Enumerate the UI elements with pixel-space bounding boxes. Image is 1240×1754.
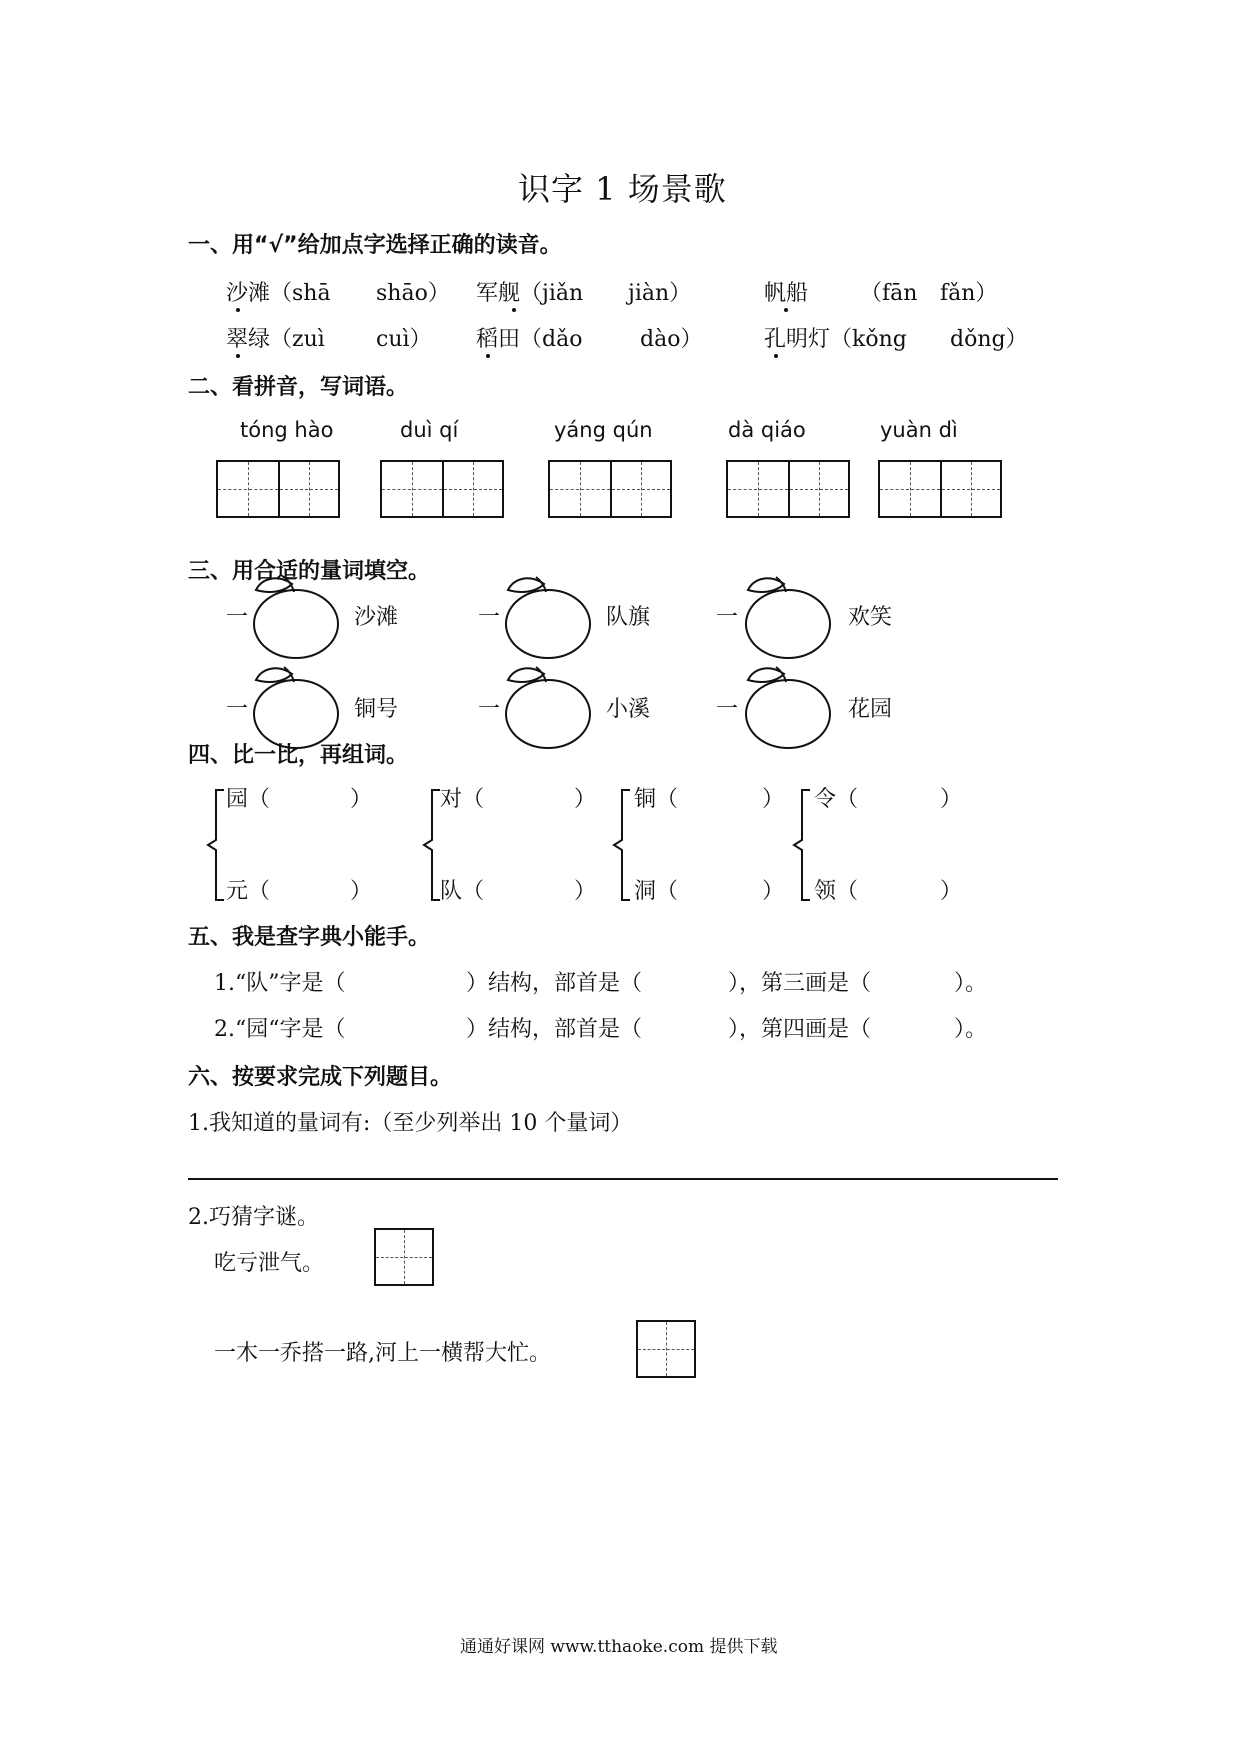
q2-part4: ）。	[954, 1017, 988, 1042]
word-huanxiao: 欢笑	[848, 605, 893, 630]
prefix-yi: 一	[478, 697, 501, 722]
emphasis-dot	[236, 308, 240, 312]
page-title: 识字 1 场景歌	[518, 170, 727, 208]
compare-tong-close: ）	[762, 787, 785, 812]
word-duiqi: 队旗	[606, 605, 651, 630]
word-shatan: 沙滩	[354, 605, 399, 630]
compare-yuan2-close: ）	[350, 879, 373, 904]
brace-icon	[204, 786, 228, 904]
q2-part1: 2.“园“字是（	[214, 1017, 346, 1042]
pinyin-2: duì qí	[400, 418, 459, 442]
writing-grid-3[interactable]	[548, 460, 672, 518]
prefix-yi: 一	[716, 605, 739, 630]
reading-cuilv: 翠绿（zuì	[226, 327, 325, 352]
prefix-yi: 一	[716, 697, 739, 722]
reading-daotian-alt: dào）	[640, 327, 703, 352]
compare-yuan2: 元（	[226, 879, 271, 904]
q2-part3: ），第四画是（	[728, 1017, 872, 1042]
riddle-1: 吃亏泄气。	[214, 1251, 325, 1276]
compare-dong: 洞（	[634, 879, 679, 904]
brace-icon	[610, 786, 634, 904]
section-6-heading: 六、按要求完成下列题目。	[188, 1065, 453, 1090]
emphasis-dot	[236, 354, 240, 358]
compare-dong-close: ）	[762, 879, 785, 904]
pinyin-3: yáng qún	[554, 418, 653, 442]
word-huayuan: 花园	[848, 697, 893, 722]
apple-blank-icon[interactable]	[500, 572, 596, 660]
word-tonghao: 铜号	[354, 697, 399, 722]
prefix-yi: 一	[226, 697, 249, 722]
footer: 通通好课网 www.tthaoke.com 提供下载	[460, 1637, 778, 1657]
reading-shatan-alt: shāo）	[376, 281, 450, 306]
q1-part2: ）结构，部首是（	[466, 971, 643, 996]
word-xiaoxi: 小溪	[606, 697, 651, 722]
compare-dui2: 队（	[440, 879, 485, 904]
section-2-heading: 二、看拼音，写词语。	[188, 375, 409, 400]
item-2: 2.巧猜字谜。	[188, 1205, 319, 1230]
reading-daotian: 稻田（dǎo	[476, 327, 583, 352]
q2-part2: ）结构，部首是（	[466, 1017, 643, 1042]
compare-dui: 对（	[440, 787, 485, 812]
compare-dui-close: ）	[574, 787, 597, 812]
compare-yuan-close: ）	[350, 787, 373, 812]
pinyin-1: tóng hào	[240, 418, 334, 442]
brace-icon	[790, 786, 814, 904]
reading-fanchuan-alt: fǎn）	[940, 281, 998, 306]
reading-fanchuan-word: 帆船	[764, 281, 809, 306]
q1-part4: ）。	[954, 971, 988, 996]
riddle-2: 一木一乔搭一路,河上一横帮大忙。	[214, 1341, 551, 1366]
apple-blank-icon[interactable]	[740, 572, 836, 660]
writing-grid-1[interactable]	[216, 460, 340, 518]
reading-kongmingdeng: 孔明灯（kǒng	[764, 327, 907, 352]
apple-blank-icon[interactable]	[248, 662, 344, 750]
prefix-yi: 一	[226, 605, 249, 630]
apple-blank-icon[interactable]	[248, 572, 344, 660]
emphasis-dot	[486, 354, 490, 358]
compare-tong: 铜（	[634, 787, 679, 812]
reading-junjian: 军舰（jiǎn	[476, 281, 584, 306]
section-4-heading: 四、比一比，再组词。	[188, 743, 409, 768]
item-1: 1.我知道的量词有:（至少列举出 10 个量词）	[188, 1111, 633, 1136]
riddle-2-answer-box[interactable]	[636, 1320, 696, 1378]
writing-grid-5[interactable]	[878, 460, 1002, 518]
reading-junjian-alt: jiàn）	[628, 281, 692, 306]
reading-cuilv-alt: cuì）	[376, 327, 432, 352]
prefix-yi: 一	[478, 605, 501, 630]
reading-fanchuan: （fān	[860, 281, 918, 306]
writing-grid-2[interactable]	[380, 460, 504, 518]
reading-shatan: 沙滩（shā	[226, 281, 331, 306]
q1-part1: 1.“队”字是（	[214, 971, 346, 996]
section-1-heading: 一、用“√”给加点字选择正确的读音。	[188, 233, 562, 258]
pinyin-5: yuàn dì	[880, 418, 958, 442]
compare-ling-close: ）	[940, 787, 963, 812]
apple-blank-icon[interactable]	[740, 662, 836, 750]
emphasis-dot	[784, 308, 788, 312]
compare-ling2-close: ）	[940, 879, 963, 904]
compare-ling2: 领（	[814, 879, 859, 904]
compare-ling: 令（	[814, 787, 859, 812]
compare-dui2-close: ）	[574, 879, 597, 904]
emphasis-dot	[512, 308, 516, 312]
pinyin-4: dà qiáo	[728, 418, 806, 442]
writing-grid-4[interactable]	[726, 460, 850, 518]
apple-blank-icon[interactable]	[500, 662, 596, 750]
answer-line[interactable]	[188, 1178, 1058, 1180]
q1-part3: ），第三画是（	[728, 971, 872, 996]
emphasis-dot	[774, 354, 778, 358]
section-5-heading: 五、我是查字典小能手。	[188, 925, 431, 950]
reading-kongmingdeng-alt: dǒng）	[950, 327, 1028, 352]
riddle-1-answer-box[interactable]	[374, 1228, 434, 1286]
compare-yuan: 园（	[226, 787, 271, 812]
section-3-heading: 三、用合适的量词填空。	[188, 559, 431, 584]
